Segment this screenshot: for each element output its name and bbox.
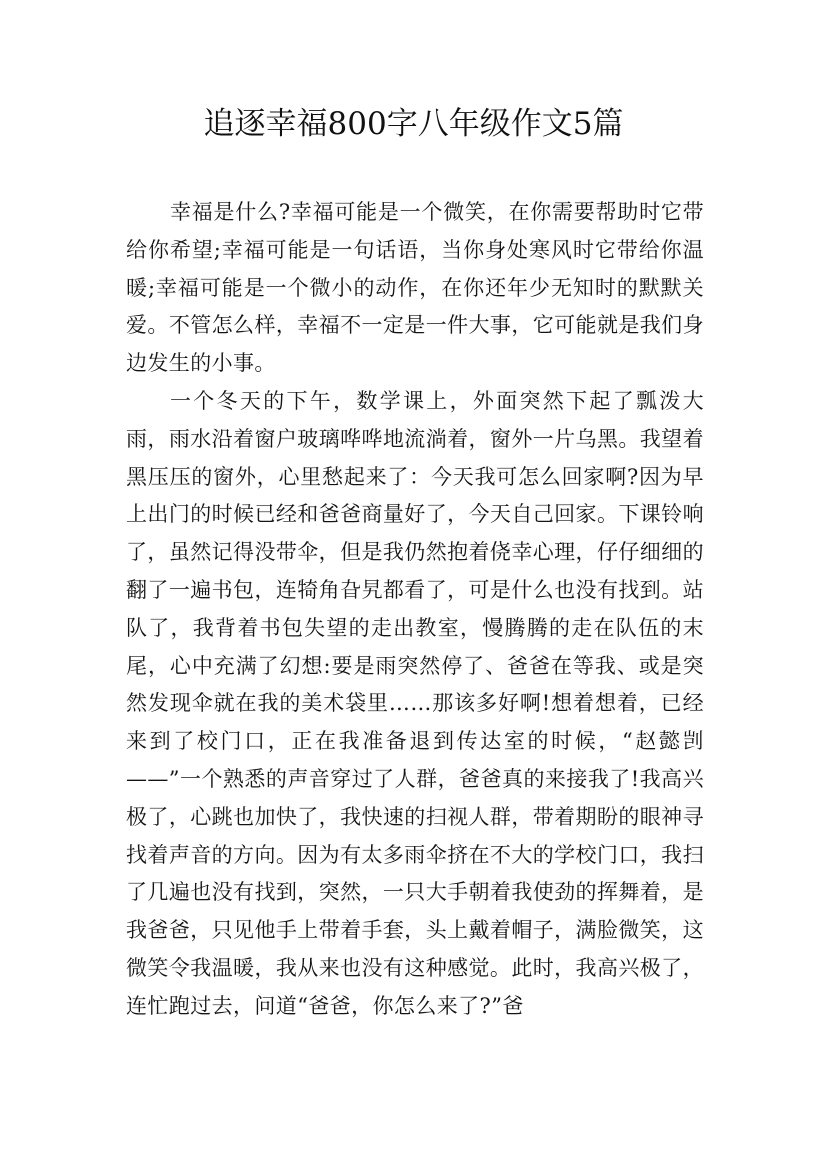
document-title: 追逐幸福800字八年级作文5篇 bbox=[203, 106, 624, 142]
document-body bbox=[126, 194, 704, 1026]
paragraph-1: 幸福是什么?幸福可能是一个微笑，在你需要帮助时它带给你希望;幸福可能是一句话语，当你身处寒风时它带给你温暖;幸福可能是一个微小的动作，在你还年少无知时的默默关爱。不管怎么样，幸福不一定是一件大事，它可能就是我们身边发生的小事。 bbox=[126, 200, 704, 376]
paragraph-2: 一个冬天的下午，数学课上，外面突然下起了瓢泼大雨，雨水沿着窗户玻璃哗哗地流淌着，窗外一片乌黑。我望着黑压压的窗外，心里愁起来了：今天我可怎么回家啊?因为早上出门的时候已经和爸爸商量好了，今天自己回家。下课铃响了，虽然记得没带伞，但是我仍然抱着侥幸心理，仔仔细细的翻了一遍书包，连犄角旮旯都看了，可是什么也没有找到。站队了，我背着书包失望的走出教室，慢腾腾的走在队伍的末尾，心中充满了幻想:要是雨突然停了、爸爸在等我、或是突然发现伞就在我的美术袋里……那该多好啊!想着想着，已经来到了校门口，正在我准备退到传达室的时候，“赵懿剀——”一个熟悉的声音穿过了人群，爸爸真的来接我了!我高兴极了，心跳也加快了，我快速的扫视人群，带着期盼的眼神寻找着声音的方向。因为有太多雨伞挤在不大的学校门口，我扫了几遍也没有找到，突然，一只大手朝着我使劲的挥舞着，是我爸爸，只见他手上带着手套，头上戴着帽子，满脸微笑，这微笑令我温暖，我从来也没有这种感觉。此时，我高兴极了，连忙跑过去，问道“爸爸，你怎么来了?”爸 bbox=[126, 388, 704, 1018]
